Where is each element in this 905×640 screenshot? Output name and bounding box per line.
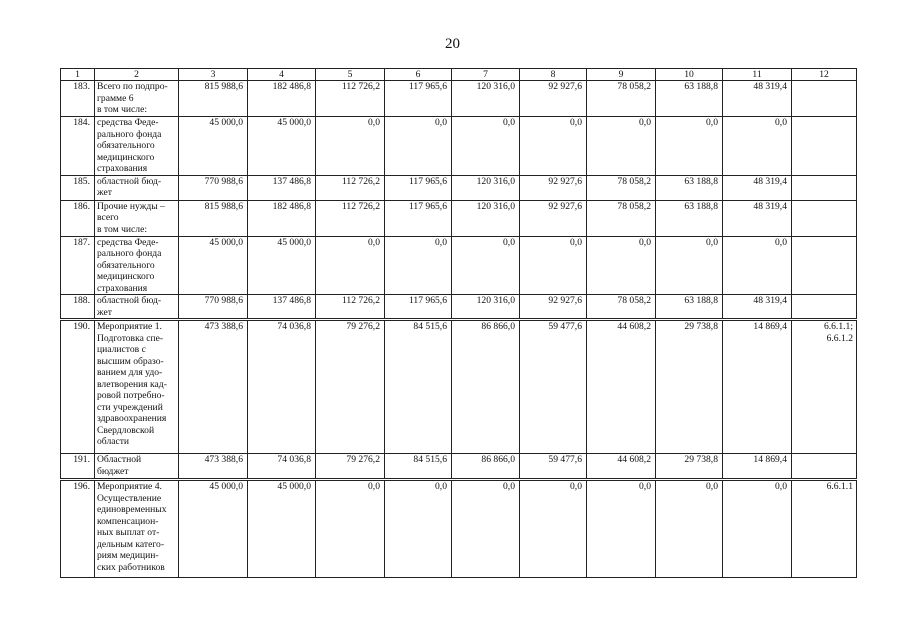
row-index: 188. [61, 295, 95, 320]
value-cell: 0,0 [385, 117, 452, 176]
value-cell: 14 869,4 [723, 320, 792, 454]
table-row [61, 81, 857, 117]
description-line: риям медицин- [97, 550, 159, 561]
value-cell: 59 477,6 [520, 454, 587, 480]
table-row [61, 236, 857, 295]
row-index: 185. [61, 175, 95, 200]
description-line: Мероприятие 4. [97, 481, 162, 492]
page-number: 20 [445, 36, 460, 52]
column-header: 5 [316, 69, 385, 81]
value-cell: 815 988,6 [179, 200, 248, 236]
value-cell: 0,0 [723, 236, 792, 295]
value-cell: 0,0 [316, 480, 385, 578]
value-cell: 78 058,2 [587, 175, 656, 200]
target-code [792, 81, 857, 117]
description-line: медицинского [97, 151, 155, 163]
row-description [95, 480, 179, 578]
value-cell: 45 000,0 [179, 236, 248, 295]
row-index: 184. [61, 117, 95, 176]
value-cell: 14 869,4 [723, 454, 792, 480]
description-line: обязательного [97, 140, 155, 151]
value-cell: 112 726,2 [316, 81, 385, 117]
value-cell: 78 058,2 [587, 200, 656, 236]
target-code [792, 200, 857, 236]
target-code [792, 175, 857, 200]
description-line: страхования [97, 163, 148, 174]
value-cell: 0,0 [452, 117, 520, 176]
value-cell: 0,0 [452, 236, 520, 295]
row-description [95, 454, 179, 480]
header-row [61, 69, 857, 81]
value-cell: 45 000,0 [179, 480, 248, 578]
column-header: 1 [61, 69, 95, 81]
value-cell: 0,0 [656, 117, 723, 176]
description-line: обязательного [97, 259, 155, 271]
value-cell: 473 388,6 [179, 454, 248, 480]
description-line: областной бюд- [97, 295, 162, 306]
code-line: 6.6.1.1; [823, 321, 853, 332]
value-cell: 92 927,6 [520, 295, 587, 320]
value-cell: 182 486,8 [248, 200, 316, 236]
description-line: страхования [97, 282, 148, 294]
description-line: ровой потребно- [97, 390, 165, 401]
description-line: ных выплат от- [97, 527, 160, 538]
value-cell: 117 965,6 [385, 81, 452, 117]
value-cell: 137 486,8 [248, 295, 316, 320]
description-line: жет [97, 187, 112, 198]
description-line: областной бюд- [97, 175, 162, 187]
value-cell: 44 608,2 [587, 454, 656, 480]
value-cell: 0,0 [587, 117, 656, 176]
value-cell: 117 965,6 [385, 175, 452, 200]
column-header: 8 [520, 69, 587, 81]
value-cell: 0,0 [316, 236, 385, 295]
description-line: области [97, 436, 130, 447]
description-line: рального фонда [97, 128, 162, 140]
row-description [95, 175, 179, 200]
description-line: средства Феде- [97, 236, 159, 248]
value-cell: 0,0 [520, 480, 587, 578]
description-line: ванием для удо- [97, 367, 163, 378]
value-cell: 770 988,6 [179, 295, 248, 320]
target-code [792, 117, 857, 176]
value-cell: 63 188,8 [656, 200, 723, 236]
description-line: жет [97, 306, 112, 318]
row-description [95, 320, 179, 454]
description-line: дельным катего- [97, 538, 165, 550]
description-line: Мероприятие 1. [97, 321, 162, 332]
column-header: 3 [179, 69, 248, 81]
value-cell: 29 738,8 [656, 320, 723, 454]
target-code [792, 480, 857, 578]
column-header: 2 [95, 69, 179, 81]
value-cell: 74 036,8 [248, 454, 316, 480]
row-description [95, 236, 179, 295]
table-row [61, 454, 857, 480]
value-cell: 0,0 [587, 236, 656, 295]
description-line: Областной [97, 454, 142, 465]
description-line: грамме 6 [97, 92, 134, 104]
value-cell: 0,0 [452, 480, 520, 578]
column-header: 12 [792, 69, 857, 81]
target-code [792, 236, 857, 295]
value-cell: 86 866,0 [452, 320, 520, 454]
description-line: всего [97, 212, 119, 223]
value-cell: 770 988,6 [179, 175, 248, 200]
row-description [95, 200, 179, 236]
value-cell: 63 188,8 [656, 81, 723, 117]
table-row [61, 175, 857, 200]
value-cell: 0,0 [656, 480, 723, 578]
value-cell: 473 388,6 [179, 320, 248, 454]
value-cell: 63 188,8 [656, 295, 723, 320]
description-line: ских работников [97, 561, 165, 573]
code-line: 6.6.1.1 [826, 481, 853, 492]
description-line: в том числе: [97, 104, 148, 115]
value-cell: 0,0 [520, 236, 587, 295]
target-code [792, 320, 857, 454]
row-description [95, 81, 179, 117]
description-line: циалистов с [97, 344, 146, 355]
value-cell: 0,0 [316, 117, 385, 176]
value-cell: 120 316,0 [452, 175, 520, 200]
row-description [95, 117, 179, 176]
value-cell: 45 000,0 [248, 117, 316, 176]
description-line: рального фонда [97, 248, 162, 259]
value-cell: 0,0 [385, 236, 452, 295]
column-header: 10 [656, 69, 723, 81]
description-line: здравоохранения [97, 413, 167, 424]
value-cell: 78 058,2 [587, 81, 656, 117]
table-row [61, 480, 857, 578]
value-cell: 0,0 [587, 480, 656, 578]
value-cell: 45 000,0 [179, 117, 248, 176]
value-cell: 120 316,0 [452, 200, 520, 236]
row-description [95, 295, 179, 320]
table-row [61, 200, 857, 236]
value-cell: 63 188,8 [656, 175, 723, 200]
column-header: 7 [452, 69, 520, 81]
value-cell: 45 000,0 [248, 480, 316, 578]
value-cell: 44 608,2 [587, 320, 656, 454]
description-line: Всего по подпро- [97, 81, 168, 92]
value-cell: 0,0 [385, 480, 452, 578]
value-cell: 84 515,6 [385, 320, 452, 454]
value-cell: 0,0 [520, 117, 587, 176]
value-cell: 0,0 [723, 117, 792, 176]
column-header: 9 [587, 69, 656, 81]
row-index: 191. [61, 454, 95, 480]
value-cell: 48 319,4 [723, 200, 792, 236]
target-code [792, 454, 857, 480]
value-cell: 117 965,6 [385, 200, 452, 236]
value-cell: 84 515,6 [385, 454, 452, 480]
description-line: Прочие нужды – [97, 200, 165, 212]
financing-table [60, 68, 857, 578]
value-cell: 117 965,6 [385, 295, 452, 320]
value-cell: 78 058,2 [587, 295, 656, 320]
description-line: сти учреждений [97, 401, 163, 413]
column-header: 11 [723, 69, 792, 81]
row-index: 190. [61, 320, 95, 454]
row-index: 196. [61, 480, 95, 578]
value-cell: 815 988,6 [179, 81, 248, 117]
value-cell: 137 486,8 [248, 175, 316, 200]
value-cell: 120 316,0 [452, 295, 520, 320]
description-line: Свердловской [97, 424, 155, 436]
description-line: медицинского [97, 271, 155, 282]
row-index: 187. [61, 236, 95, 295]
code-line: 6.6.1.2 [826, 332, 853, 344]
value-cell: 182 486,8 [248, 81, 316, 117]
value-cell: 0,0 [723, 480, 792, 578]
value-cell: 112 726,2 [316, 295, 385, 320]
description-line: Осуществление [97, 492, 162, 504]
value-cell: 48 319,4 [723, 175, 792, 200]
description-line: влетворения кад- [97, 378, 167, 390]
column-header: 6 [385, 69, 452, 81]
description-line: высшим образо- [97, 355, 164, 367]
description-line: компенсацион- [97, 515, 159, 527]
value-cell: 74 036,8 [248, 320, 316, 454]
description-line: Подготовка спе- [97, 332, 164, 344]
description-line: бюджет [97, 465, 129, 477]
value-cell: 48 319,4 [723, 295, 792, 320]
table-row [61, 295, 857, 320]
value-cell: 86 866,0 [452, 454, 520, 480]
table-row [61, 117, 857, 176]
value-cell: 112 726,2 [316, 175, 385, 200]
value-cell: 59 477,6 [520, 320, 587, 454]
description-line: в том числе: [97, 223, 148, 235]
row-index: 186. [61, 200, 95, 236]
value-cell: 29 738,8 [656, 454, 723, 480]
target-code [792, 295, 857, 320]
value-cell: 92 927,6 [520, 200, 587, 236]
value-cell: 120 316,0 [452, 81, 520, 117]
value-cell: 79 276,2 [316, 320, 385, 454]
value-cell: 92 927,6 [520, 175, 587, 200]
value-cell: 48 319,4 [723, 81, 792, 117]
value-cell: 92 927,6 [520, 81, 587, 117]
row-index: 183. [61, 81, 95, 117]
value-cell: 79 276,2 [316, 454, 385, 480]
table-row [61, 320, 857, 454]
value-cell: 112 726,2 [316, 200, 385, 236]
value-cell: 0,0 [656, 236, 723, 295]
description-line: средства Феде- [97, 117, 159, 128]
description-line: единовременных [97, 504, 167, 515]
value-cell: 45 000,0 [248, 236, 316, 295]
column-header: 4 [248, 69, 316, 81]
